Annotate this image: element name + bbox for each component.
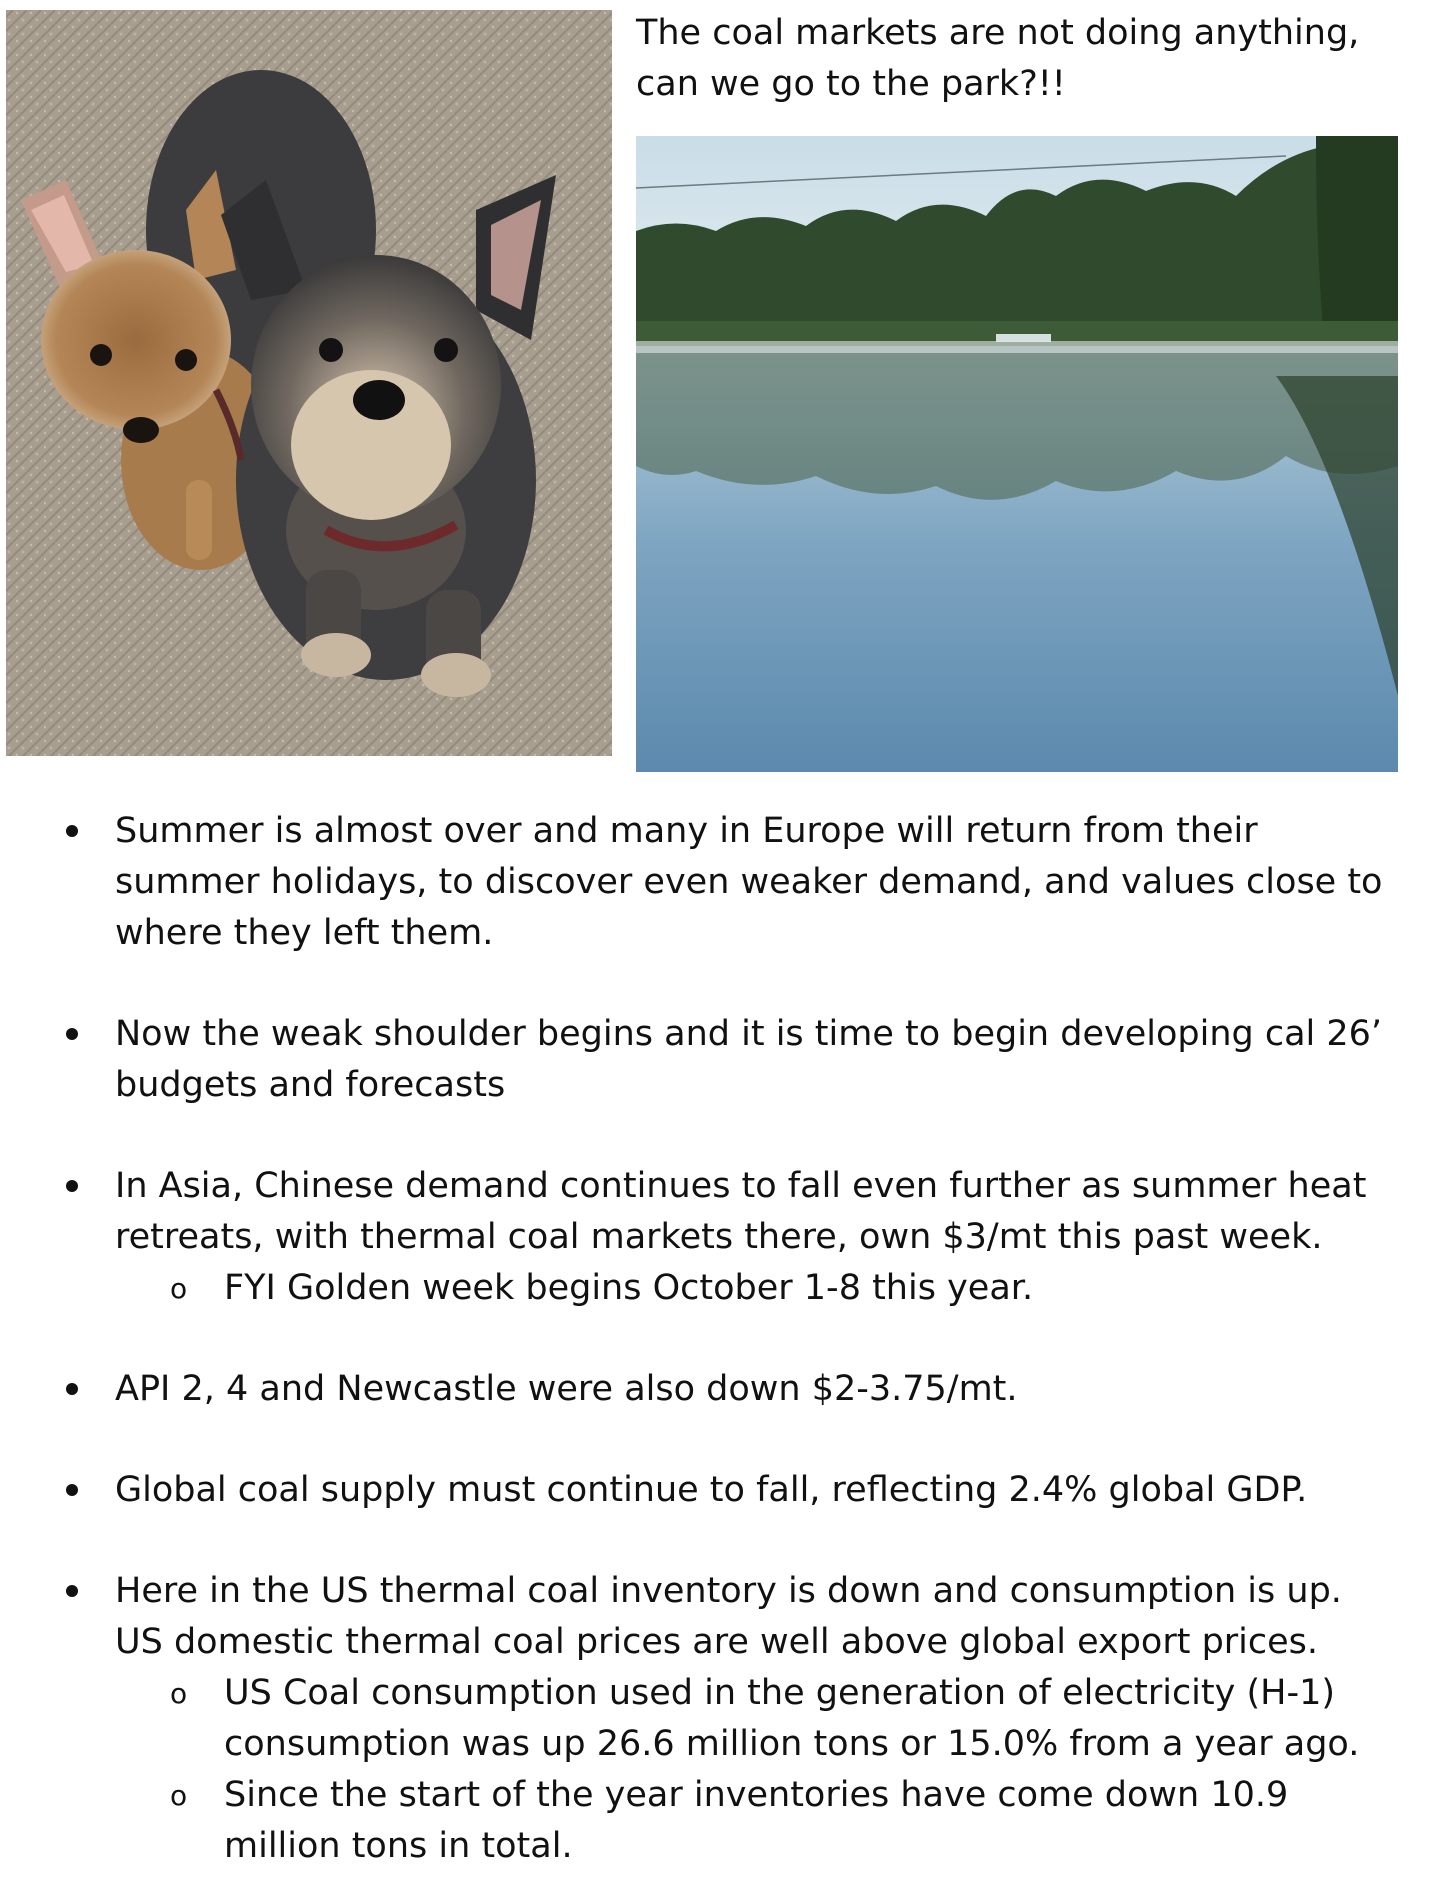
sub-bullet-marker: o [170, 1779, 188, 1812]
bullet-item [0, 1161, 1456, 1314]
dogs-photo [6, 10, 612, 756]
bullet-marker [66, 1585, 78, 1597]
sub-bullet-item [115, 1263, 1396, 1314]
bullet-text: API 2, 4 and Newcastle were also down $2-3.75/mt. [115, 1369, 1018, 1409]
bullet-item [0, 1009, 1456, 1111]
sub-bullet-marker: o [170, 1272, 188, 1305]
sub-bullet-list [115, 1263, 1396, 1314]
bullet-marker [66, 1484, 78, 1496]
bullet-item [0, 1364, 1456, 1415]
bullet-text: Global coal supply must continue to fall, reflecting 2.4% global GDP. [115, 1470, 1308, 1510]
sub-bullet-item [115, 1668, 1396, 1770]
bullet-text: Here in the US thermal coal inventory is down and consumption is up. US domestic thermal coal prices are well above global export prices. [115, 1571, 1342, 1662]
bullet-marker [66, 1028, 78, 1040]
sub-bullet-item [115, 1770, 1396, 1872]
bullet-marker [66, 1383, 78, 1395]
sub-bullet-text: Since the start of the year inventories have come down 10.9 million tons in total. [224, 1775, 1289, 1866]
sub-bullet-marker: o [170, 1677, 188, 1710]
bullet-text: Now the weak shoulder begins and it is time to begin developing cal 26’ budgets and forecasts [115, 1014, 1383, 1105]
bullet-marker [66, 1180, 78, 1192]
park-pond-photo [636, 136, 1398, 772]
sub-bullet-list [115, 1668, 1396, 1872]
bullet-text: In Asia, Chinese demand continues to fall even further as summer heat retreats, with thermal coal markets there, own $3/mt this past week. [115, 1166, 1367, 1257]
bullet-list [0, 806, 1456, 1872]
bullet-text: Summer is almost over and many in Europe will return from their summer holidays, to discover even weaker demand, and values close to where they left them. [115, 811, 1383, 953]
bullet-item [0, 1465, 1456, 1516]
bullet-item [0, 806, 1456, 959]
sub-bullet-text: US Coal consumption used in the generation of electricity (H-1) consumption was up 26.6 million tons or 15.0% from a year ago. [224, 1673, 1360, 1764]
sub-bullet-text: FYI Golden week begins October 1-8 this year. [224, 1268, 1034, 1308]
bullet-marker [66, 825, 78, 837]
bullet-item [0, 1566, 1456, 1872]
photo-caption: The coal markets are not doing anything, can we go to the park?!! [636, 13, 1360, 104]
